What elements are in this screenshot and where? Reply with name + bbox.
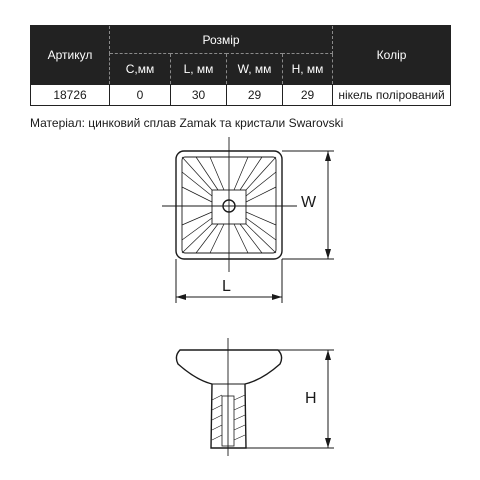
header-c: C,мм	[110, 54, 171, 85]
material-note: Матеріал: цинковий сплав Zamak та кристали Swarovski	[30, 116, 344, 130]
label-l: L	[222, 278, 231, 295]
cell-w: 29	[227, 85, 283, 106]
header-l: L, мм	[171, 54, 227, 85]
header-w: W, мм	[227, 54, 283, 85]
top-view	[162, 137, 297, 272]
dimension-h	[246, 350, 334, 448]
cell-l: 30	[171, 85, 227, 106]
side-view	[176, 338, 281, 456]
cell-c: 0	[110, 85, 171, 106]
cell-article: 18726	[31, 85, 110, 106]
cell-color: нікель полірований	[333, 85, 451, 106]
header-size-group: Розмір	[110, 26, 333, 54]
thread-hatching	[212, 395, 245, 440]
label-h: H	[305, 390, 317, 407]
label-w: W	[301, 194, 317, 211]
cell-h: 29	[283, 85, 333, 106]
knob-profile	[176, 350, 281, 448]
header-color: Колір	[333, 26, 451, 85]
header-h: H, мм	[283, 54, 333, 85]
header-article: Артикул	[31, 26, 110, 85]
